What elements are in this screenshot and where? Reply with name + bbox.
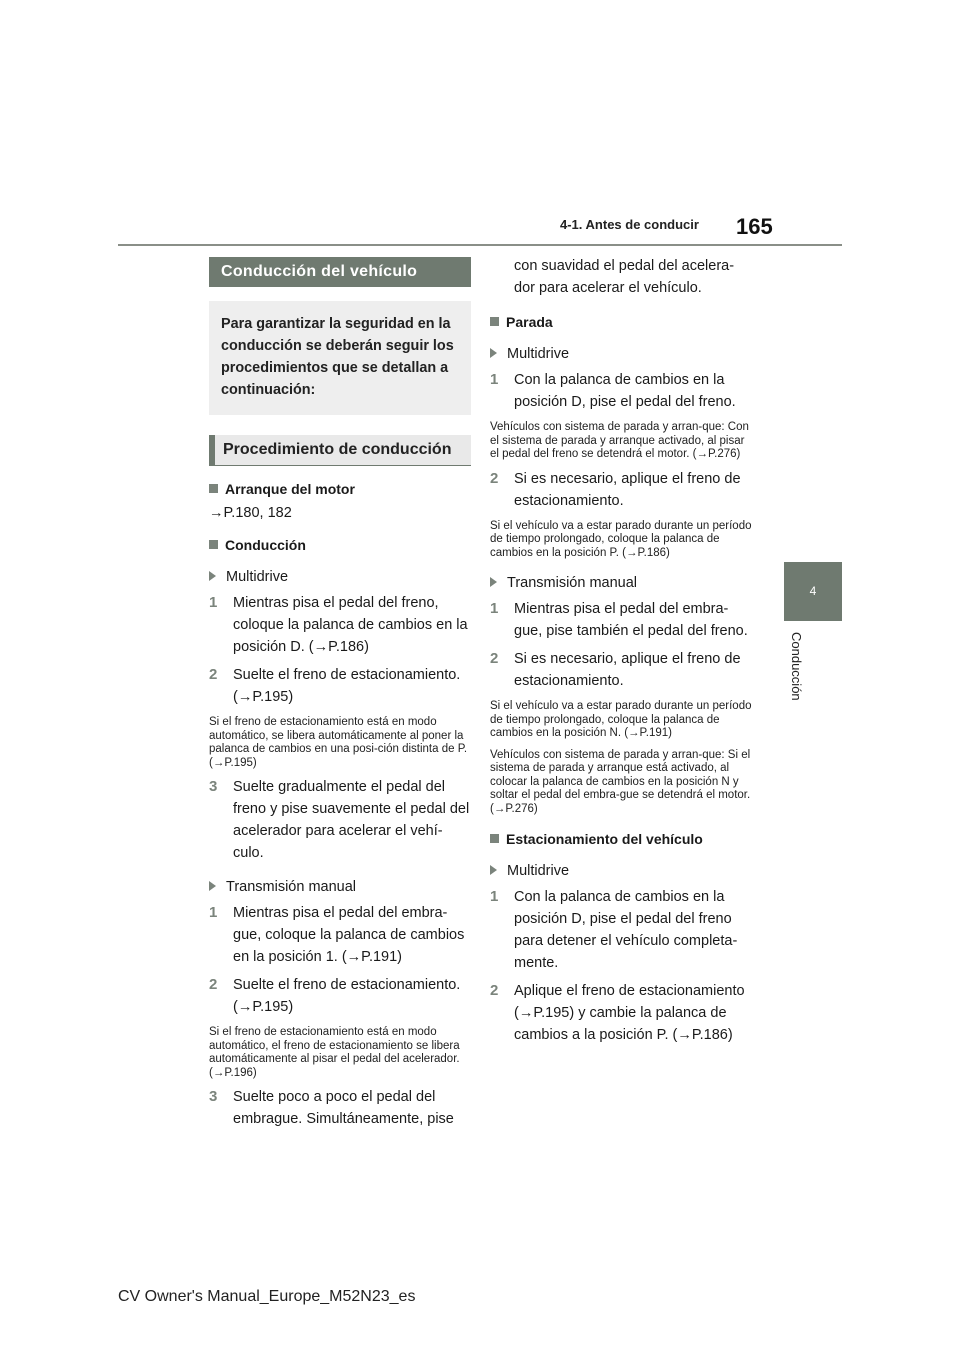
procedure-heading: Procedimiento de conducción <box>209 435 471 466</box>
driving-heading: Conducción <box>209 536 471 554</box>
triangle-bullet-icon <box>490 577 497 587</box>
step-item: 1 Mientras pisa el pedal del embra-gue, coloque la palanca de cambios en la posición 1. (→P.191) <box>209 904 465 965</box>
note-text: Si el vehículo va a estar parado durante un período de tiempo prolongado, coloque la palanca de cambios en la posición P. (→P.186) <box>490 519 752 559</box>
left-column <box>209 257 471 1130</box>
continuation-text: con suavidad el pedal del acelera-dor para acelerar el vehículo. <box>514 258 735 296</box>
note-text: Vehículos con sistema de parada y arran-que: Si el sistema de parada y arranque está activado, al colocar la palanca de cambios en la posición N y soltar el pedal del embra-gue se detendrá el motor. (→P.276) <box>490 748 751 815</box>
manual-subheading: Transmisión manual <box>209 878 471 896</box>
step-item: 3 Suelte poco a poco el pedal del embrague. Simultáneamente, pise <box>209 1088 454 1127</box>
park-heading: Estacionamiento del vehículo <box>490 830 752 848</box>
step-item: 1 Con la palanca de cambios en la posición D, pise el pedal del freno. <box>490 371 736 410</box>
step-item: 2 Si es necesario, aplique el freno de estacionamiento. <box>490 469 741 509</box>
section-title: 4-1. Antes de conducir <box>560 217 699 232</box>
step-item: 2 Aplique el freno de estacionamiento (→P.195) y cambie la palanca de cambios a la posición P. (→P.186) <box>490 982 745 1043</box>
multidrive-subheading: Multidrive <box>490 345 752 363</box>
square-bullet-icon <box>209 484 218 493</box>
note-text: Si el freno de estacionamiento está en modo automático, el freno de estacionamiento se libera automáticamente al pisar el pedal del acelerador. (→P.196) <box>209 1026 460 1079</box>
square-bullet-icon <box>490 834 499 843</box>
step-item: 1 Mientras pisa el pedal del embra-gue, pise también el pedal del freno. <box>490 600 748 639</box>
step-item: 2 Suelte el freno de estacionamiento. (→P.195) <box>209 976 461 1015</box>
chapter-label: Conducción <box>789 632 804 701</box>
step-item: 1 Mientras pisa el pedal del freno, coloque la palanca de cambios en la posición D. (→P.186) <box>209 594 468 655</box>
step-item: 1 Con la palanca de cambios en la posición D, pise el pedal del freno para detener el vehículo completa-mente. <box>490 888 738 971</box>
intro-box: Para garantizar la seguridad en la conducción se deberán seguir los procedimientos que se detallan a continuación: <box>209 301 471 415</box>
note-text: Vehículos con sistema de parada y arran-que: Con el sistema de parada y arranque activado, al pisar el pedal del freno se detendrá el motor. (→P.276) <box>490 421 749 460</box>
triangle-bullet-icon <box>209 881 216 891</box>
square-bullet-icon <box>209 540 218 549</box>
step-item: 2 Si es necesario, aplique el freno de estacionamiento. <box>490 650 741 689</box>
manual-subheading: Transmisión manual <box>490 574 752 592</box>
step-item: 3 Suelte gradualmente el pedal del freno y pise suavemente el pedal del acelerador para acelerar el vehí-culo. <box>209 778 470 861</box>
step-item: 2 Suelte el freno de estacionamiento. (→P.195) <box>209 666 461 705</box>
chapter-tab[interactable]: 4 <box>784 562 842 621</box>
stop-heading: Parada <box>490 313 752 331</box>
start-heading: Arranque del motor <box>209 480 471 498</box>
triangle-bullet-icon <box>490 348 497 358</box>
page-number: 165 <box>736 214 773 239</box>
triangle-bullet-icon <box>490 865 497 875</box>
triangle-bullet-icon <box>209 571 216 581</box>
square-bullet-icon <box>490 317 499 326</box>
start-reference[interactable]: →P.180, 182 <box>209 505 292 521</box>
footer-text: CV Owner's Manual_Europe_M52N23_es <box>118 1288 416 1305</box>
multidrive-subheading: Multidrive <box>490 862 752 880</box>
header-divider <box>118 244 842 246</box>
note-text: Si el freno de estacionamiento está en modo automático, se libera automáticamente al poner la palanca de cambios en una posi-ción distinta de P. (→P.195) <box>209 716 468 769</box>
right-column <box>490 255 752 1046</box>
note-text: Si el vehículo va a estar parado durante un período de tiempo prolongado, coloque la palanca de cambios en la posición N. (→P.191) <box>490 700 752 739</box>
section-heading: Conducción del vehículo <box>209 257 471 287</box>
multidrive-subheading: Multidrive <box>209 568 471 586</box>
